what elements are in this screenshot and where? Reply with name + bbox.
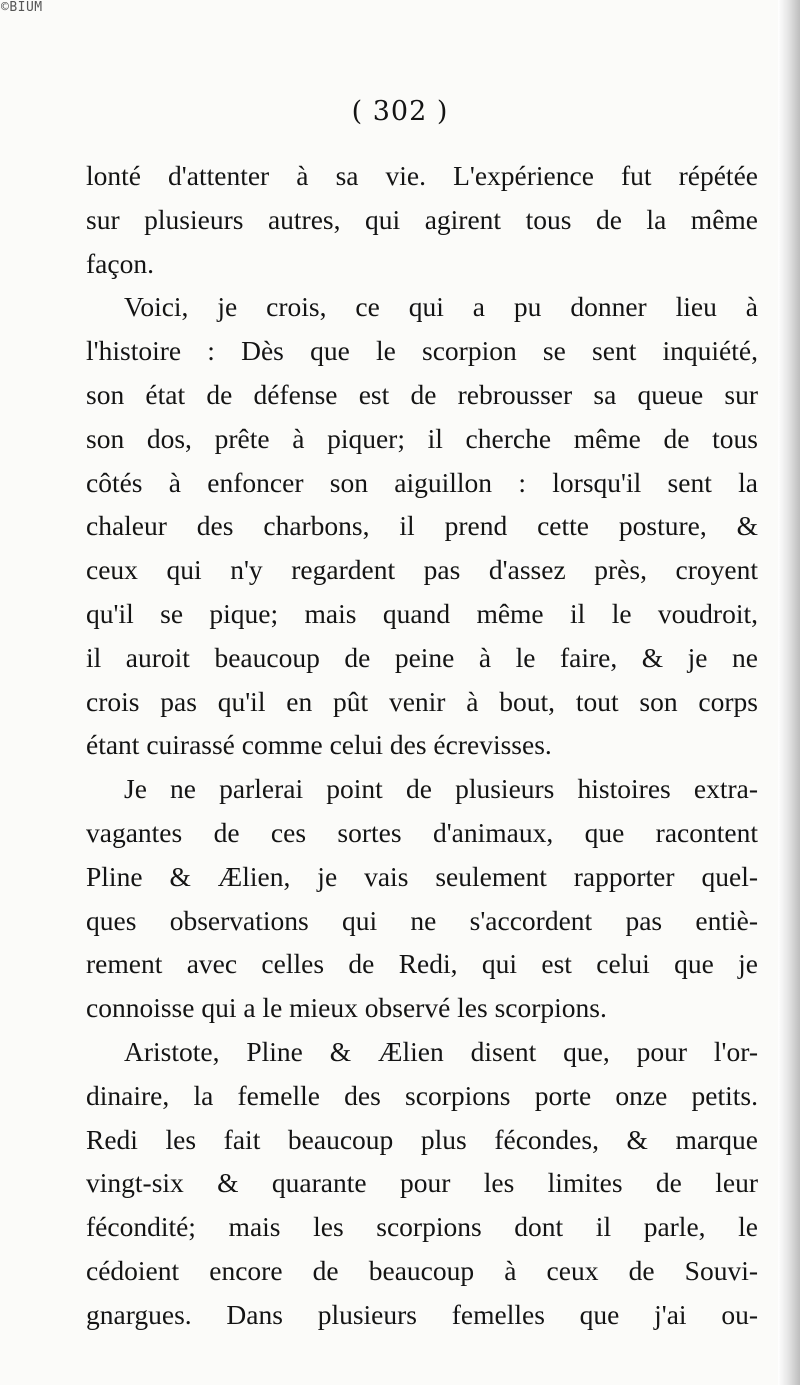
paragraph-2 [86, 285, 758, 767]
paragraph-4 [86, 1030, 758, 1337]
text-line: cédoient encore de beaucoup à ceux de Souvi- [86, 1254, 758, 1286]
text-line: connoisse qui a le mieux observé les scorpions. [86, 992, 607, 1024]
text-line: Je ne parlerai point de plusieurs histoires extra- [124, 773, 758, 805]
text-line: Voici, je crois, ce qui a pu donner lieu à [124, 291, 758, 323]
text-line: chaleur des charbons, il prend cette posture, & [86, 510, 758, 542]
paragraph-1 [86, 154, 758, 285]
watermark: ©BIUM [1, 0, 43, 15]
text-line: fécondité; mais les scorpions dont il parle, le [86, 1211, 758, 1243]
text-line: ceux qui n'y regardent pas d'assez près, croyent [86, 554, 758, 586]
text-line: façon. [86, 247, 154, 279]
text-line: sur plusieurs autres, qui agirent tous de la même [86, 203, 758, 235]
text-line: Aristote, Pline & Ælien disent que, pour l'or- [124, 1035, 758, 1067]
text-line: crois pas qu'il en pût venir à bout, tout son corps [86, 685, 758, 717]
text-line: gnargues. Dans plusieurs femelles que j'ai ou- [86, 1298, 758, 1330]
text-line: Pline & Ælien, je vais seulement rapporter quel- [86, 860, 758, 892]
text-line: dinaire, la femelle des scorpions porte onze petits. [86, 1079, 758, 1111]
page-edge-shadow [778, 0, 800, 1385]
text-line: étant cuirassé comme celui des écrevisses. [86, 729, 552, 761]
text-line: qu'il se pique; mais quand même il le voudroit, [86, 597, 758, 629]
page-number: ( 302 ) [351, 96, 449, 127]
text-line: lonté d'attenter à sa vie. L'expérience fut répétée [86, 160, 758, 191]
text-line: Redi les fait beaucoup plus fécondes, & marque [86, 1123, 758, 1155]
text-line: son état de défense est de rebrousser sa queue sur [86, 378, 758, 410]
text-line: il auroit beaucoup de peine à le faire, & je ne [86, 641, 758, 673]
text-line: son dos, prête à piquer; il cherche même de tous [86, 422, 758, 454]
text-line: l'histoire : Dès que le scorpion se sent inquiété, [86, 335, 758, 367]
paragraph-3 [86, 767, 758, 1030]
text-line: rement avec celles de Redi, qui est celui que je [86, 948, 758, 980]
text-line: vagantes de ces sortes d'animaux, que racontent [86, 816, 758, 848]
body-text [86, 154, 758, 1337]
text-line: côtés à enfoncer son aiguillon : lorsqu'il sent la [86, 466, 758, 498]
text-line: vingt-six & quarante pour les limites de leur [86, 1167, 758, 1199]
text-line: ques observations qui ne s'accordent pas entiè- [86, 904, 758, 936]
